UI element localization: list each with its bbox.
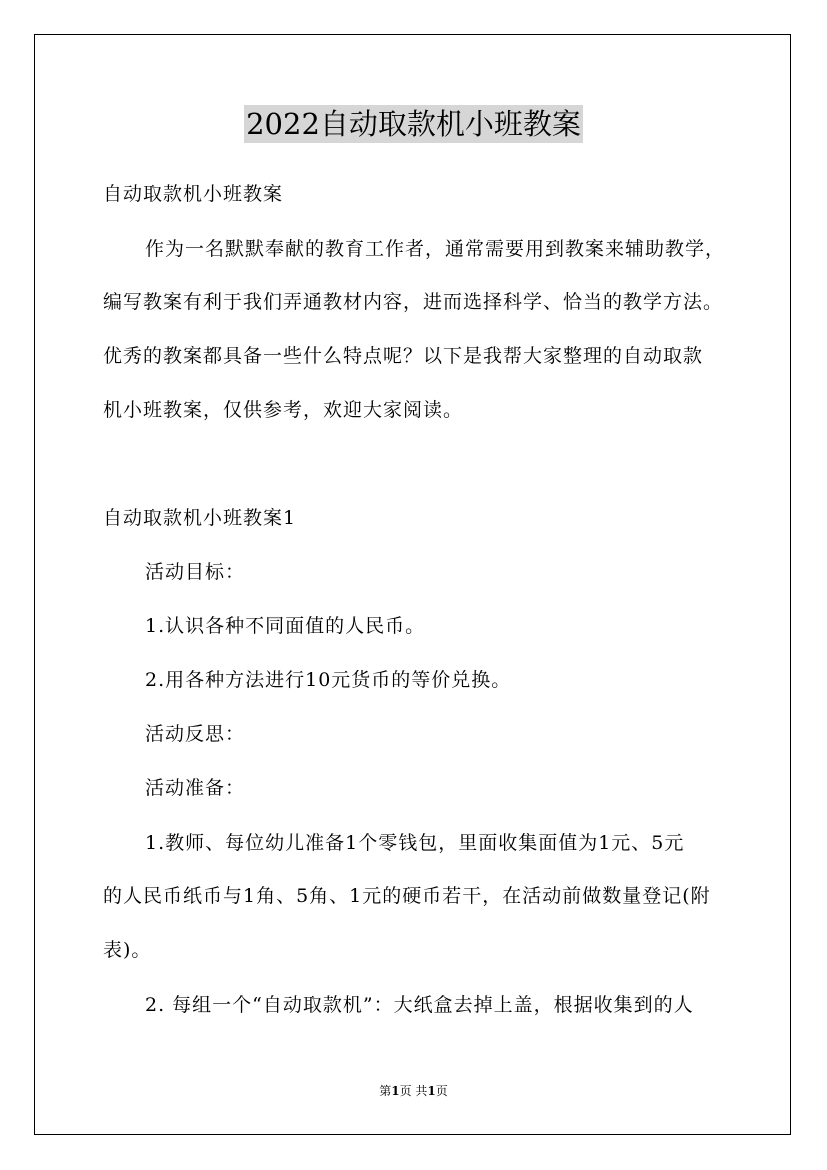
paragraph-line: 活动准备： xyxy=(145,777,246,799)
document-title xyxy=(0,98,827,150)
paragraph-line: 的人民币纸币与1角、5角、1元的硬币若干，在活动前做数量登记(附 xyxy=(103,885,711,907)
paragraph-line: 1.教师、每位幼儿准备1个零钱包，里面收集面值为1元、5元 xyxy=(145,832,685,854)
paragraph-line: 1.认识各种不同面值的人民币。 xyxy=(145,615,426,637)
paragraph-line: 表)。 xyxy=(103,939,152,961)
paragraph-line: 2. 每组一个“自动取款机”：大纸盒去掉上盖，根据收集到的人 xyxy=(145,994,694,1016)
paragraph-line: 活动目标： xyxy=(145,561,246,583)
paragraph-line: 活动反思： xyxy=(145,723,246,745)
paragraph-line: 作为一名默默奉献的教育工作者，通常需要用到教案来辅助教学， xyxy=(145,238,726,260)
footer-page-current: 1 xyxy=(391,1084,400,1098)
footer-page-mid: 页 共 xyxy=(399,1084,428,1098)
paragraph-line: 2.用各种方法进行10元货币的等价兑换。 xyxy=(145,669,512,691)
paragraph-line: 机小班教案，仅供参考，欢迎大家阅读。 xyxy=(103,399,464,421)
section-heading: 自动取款机小班教案 xyxy=(103,183,284,205)
paragraph-line: 编写教案有利于我们弄通教材内容，进而选择科学、恰当的教学方法。 xyxy=(103,291,724,313)
section-heading: 自动取款机小班教案1 xyxy=(103,507,297,529)
page-footer xyxy=(0,1082,827,1100)
footer-page-prefix: 第 xyxy=(379,1084,392,1098)
document-title-text: 2022自动取款机小班教案 xyxy=(246,107,581,141)
footer-page-total: 1 xyxy=(427,1084,436,1098)
footer-page-suffix: 页 xyxy=(435,1084,448,1098)
paragraph-line: 优秀的教案都具备一些什么特点呢？以下是我帮大家整理的自动取款 xyxy=(103,345,704,367)
